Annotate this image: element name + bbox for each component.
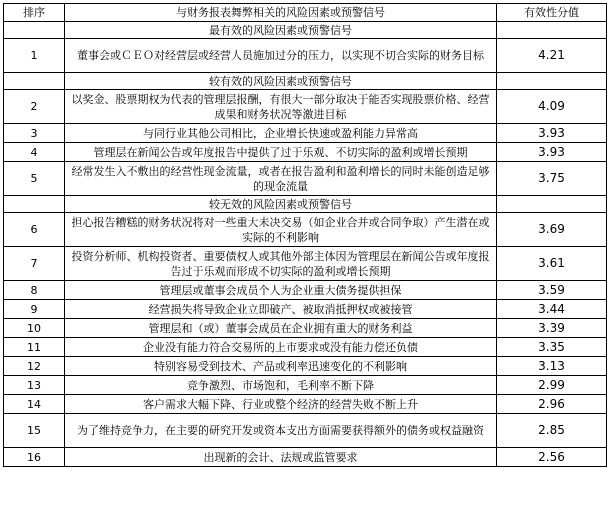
section-rank-cell — [4, 22, 65, 39]
rank-cell: 15 — [4, 414, 65, 448]
score-cell: 3.75 — [497, 162, 607, 196]
factor-cell: 董事会或ＣＥＯ对经营层或经营人员施加过分的压力，以实现不切合实际的财务目标 — [65, 39, 497, 73]
section-title: 较无效的风险因素或预警信号 — [65, 196, 497, 213]
header-score: 有效性分值 — [497, 4, 607, 22]
factor-cell: 企业没有能力符合交易所的上市要求或没有能力偿还负债 — [65, 338, 497, 357]
score-cell: 3.61 — [497, 247, 607, 281]
section-header-row — [4, 73, 607, 90]
rank-cell: 12 — [4, 357, 65, 376]
table-row — [4, 281, 607, 300]
section-title: 最有效的风险因素或预警信号 — [65, 22, 497, 39]
score-cell: 4.21 — [497, 39, 607, 73]
rank-cell: 9 — [4, 300, 65, 319]
factor-cell: 为了维持竞争力，在主要的研究开发或资本支出方面需要获得额外的债务或权益融资 — [65, 414, 497, 448]
score-cell: 3.93 — [497, 143, 607, 162]
table-row — [4, 319, 607, 338]
table-row — [4, 247, 607, 281]
rank-cell: 16 — [4, 448, 65, 467]
section-header-row — [4, 22, 607, 39]
factor-cell: 客户需求大幅下降、行业或整个经济的经营失败不断上升 — [65, 395, 497, 414]
rank-cell: 13 — [4, 376, 65, 395]
table-row — [4, 338, 607, 357]
score-cell: 2.99 — [497, 376, 607, 395]
rank-cell: 5 — [4, 162, 65, 196]
rank-cell: 11 — [4, 338, 65, 357]
factor-cell: 管理层在新闻公告或年度报告中提供了过于乐观、不切实际的盈利或增长预期 — [65, 143, 497, 162]
factor-cell: 与同行业其他公司相比，企业增长快速或盈利能力异常高 — [65, 124, 497, 143]
header-rank: 排序 — [4, 4, 65, 22]
rank-cell: 7 — [4, 247, 65, 281]
score-cell: 4.09 — [497, 90, 607, 124]
score-cell: 3.59 — [497, 281, 607, 300]
section-rank-cell — [4, 73, 65, 90]
rank-cell: 6 — [4, 213, 65, 247]
score-cell: 2.96 — [497, 395, 607, 414]
score-cell: 3.44 — [497, 300, 607, 319]
risk-factor-table — [3, 3, 607, 467]
score-cell: 3.93 — [497, 124, 607, 143]
table-row — [4, 162, 607, 196]
factor-cell: 管理层或董事会成员个人为企业重大债务提供担保 — [65, 281, 497, 300]
factor-cell: 经常发生入不敷出的经营性现金流量，或者在报告盈利和盈利增长的同时未能创造足够的现金流量 — [65, 162, 497, 196]
rank-cell: 1 — [4, 39, 65, 73]
rank-cell: 3 — [4, 124, 65, 143]
section-title: 较有效的风险因素或预警信号 — [65, 73, 497, 90]
factor-cell: 出现新的会计、法规或监管要求 — [65, 448, 497, 467]
score-cell: 3.13 — [497, 357, 607, 376]
factor-cell: 担心报告糟糕的财务状况将对一些重大未决交易（如企业合并或合同争取）产生潜在或实际的不利影响 — [65, 213, 497, 247]
table-row — [4, 39, 607, 73]
factor-cell: 经营损失将导致企业立即破产、被取消抵押权或被接管 — [65, 300, 497, 319]
factor-cell: 竞争激烈、市场饱和，毛利率不断下降 — [65, 376, 497, 395]
section-header-row — [4, 196, 607, 213]
table-row — [4, 213, 607, 247]
rank-cell: 4 — [4, 143, 65, 162]
table-row — [4, 90, 607, 124]
table-header-row — [4, 4, 607, 22]
table-row — [4, 357, 607, 376]
table-row — [4, 300, 607, 319]
rank-cell: 10 — [4, 319, 65, 338]
factor-cell: 以奖金、股票期权为代表的管理层报酬，有很大一部分取决于能否实现股票价格、经营成果和财务状况等激进目标 — [65, 90, 497, 124]
factor-cell: 投资分析师、机构投资者、重要债权人或其他外部主体因为管理层在新闻公告或年度报告过于乐观而形成不切实际的盈利或增长预期 — [65, 247, 497, 281]
table-row — [4, 414, 607, 448]
table-body — [4, 22, 607, 467]
section-score-cell — [497, 73, 607, 90]
table-row — [4, 124, 607, 143]
score-cell: 3.35 — [497, 338, 607, 357]
rank-cell: 14 — [4, 395, 65, 414]
score-cell: 2.85 — [497, 414, 607, 448]
header-factor: 与财务报表舞弊相关的风险因素或预警信号 — [65, 4, 497, 22]
score-cell: 2.56 — [497, 448, 607, 467]
rank-cell: 2 — [4, 90, 65, 124]
section-score-cell — [497, 196, 607, 213]
factor-cell: 特别容易受到技术、产品或利率迅速变化的不利影响 — [65, 357, 497, 376]
factor-cell: 管理层和（或）董事会成员在企业拥有重大的财务利益 — [65, 319, 497, 338]
score-cell: 3.69 — [497, 213, 607, 247]
table-row — [4, 395, 607, 414]
section-score-cell — [497, 22, 607, 39]
table-row — [4, 143, 607, 162]
section-rank-cell — [4, 196, 65, 213]
table-row — [4, 376, 607, 395]
rank-cell: 8 — [4, 281, 65, 300]
score-cell: 3.39 — [497, 319, 607, 338]
table-row — [4, 448, 607, 467]
